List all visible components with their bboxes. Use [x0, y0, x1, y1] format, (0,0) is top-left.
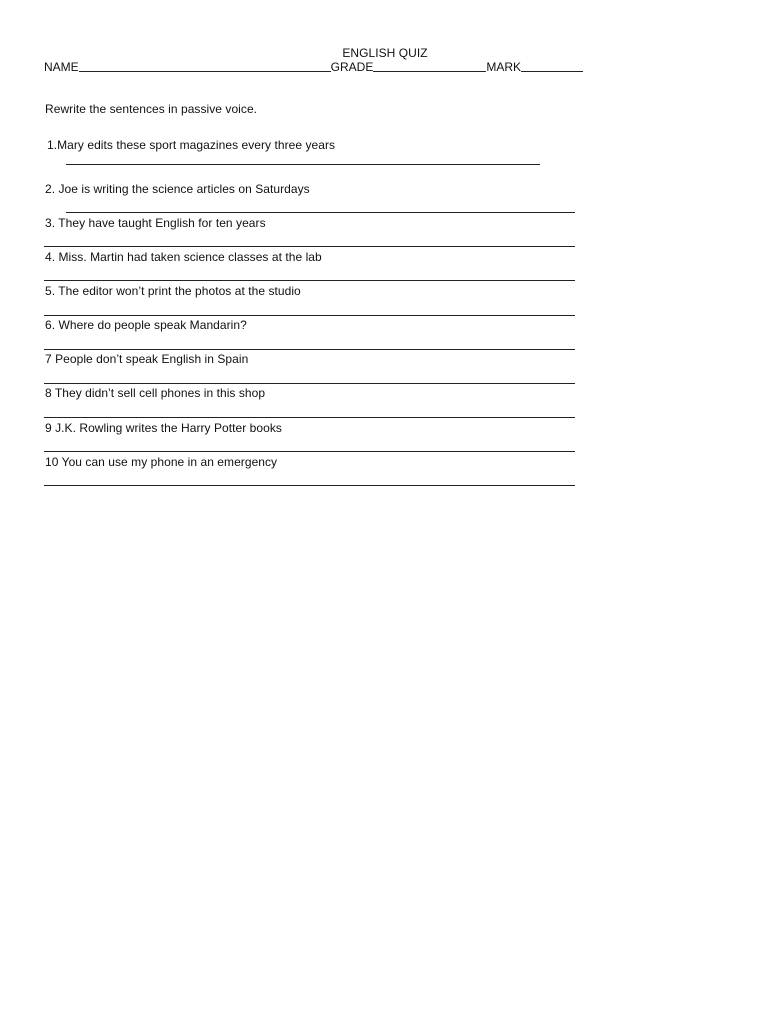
answer-line-9[interactable]: [44, 451, 575, 452]
answer-line-7[interactable]: [44, 383, 575, 384]
question-10: 10 You can use my phone in an emergency: [45, 455, 278, 469]
question-8: 8 They didn’t sell cell phones in this shop: [45, 386, 266, 400]
answer-line-5[interactable]: [44, 315, 575, 316]
name-blank[interactable]: [79, 60, 331, 72]
question-3: 3. They have taught English for ten years: [45, 216, 266, 230]
question-7: 7 People don’t speak English in Spain: [45, 352, 249, 366]
mark-blank[interactable]: [521, 60, 583, 72]
question-6: 6. Where do people speak Mandarin?: [45, 318, 247, 332]
answer-line-4[interactable]: [44, 280, 575, 281]
instruction-text: Rewrite the sentences in passive voice.: [45, 102, 258, 116]
question-4: 4. Miss. Martin had taken science classes at the lab: [45, 250, 322, 264]
question-2: 2. Joe is writing the science articles on Saturdays: [45, 182, 310, 196]
grade-blank[interactable]: [373, 60, 486, 72]
answer-line-1[interactable]: [66, 164, 540, 165]
student-info-row: [44, 60, 583, 74]
answer-line-8[interactable]: [44, 417, 575, 418]
name-label: NAME: [44, 60, 79, 74]
answer-line-2[interactable]: [66, 212, 575, 213]
question-5: 5. The editor won’t print the photos at the studio: [45, 284, 301, 298]
question-9: 9 J.K. Rowling writes the Harry Potter books: [45, 421, 282, 435]
mark-label: MARK: [486, 60, 522, 74]
answer-line-6[interactable]: [44, 349, 575, 350]
answer-line-10[interactable]: [44, 485, 575, 486]
answer-line-3[interactable]: [44, 246, 575, 247]
question-1: 1.Mary edits these sport magazines every three years: [47, 138, 336, 152]
grade-label: GRADE: [330, 60, 374, 74]
quiz-title: ENGLISH QUIZ: [342, 46, 428, 60]
